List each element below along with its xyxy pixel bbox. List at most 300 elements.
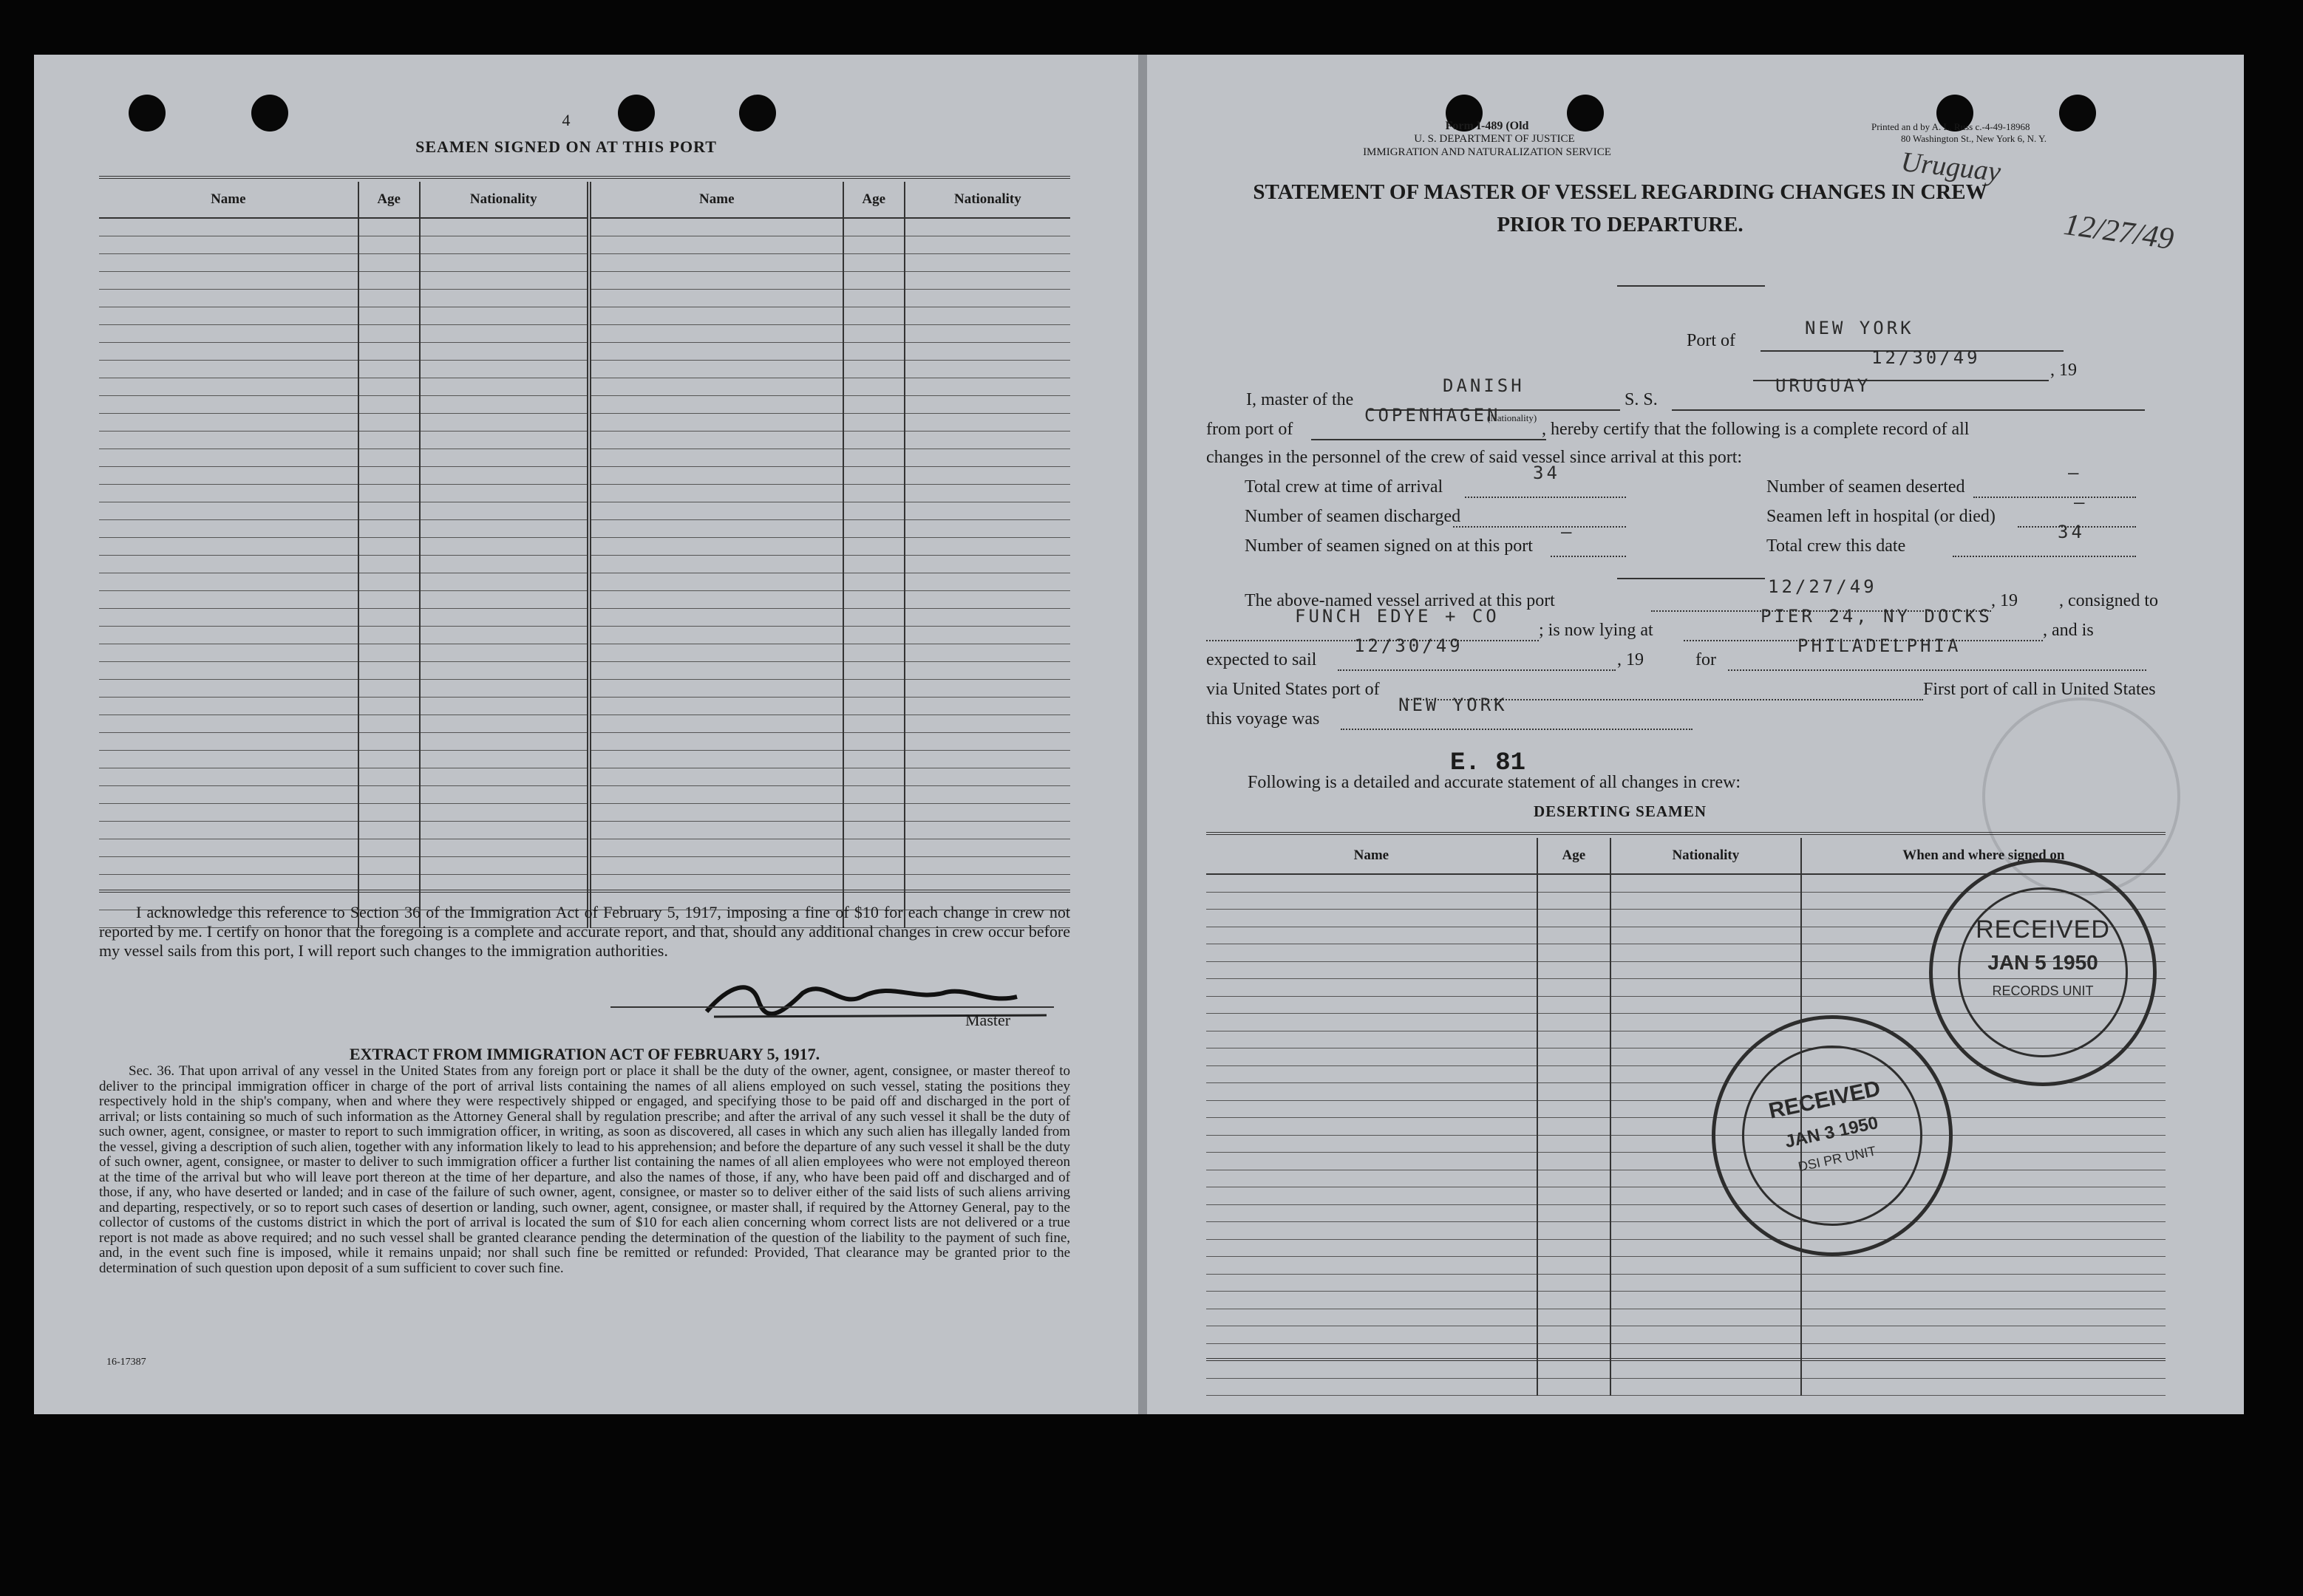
table-cell — [843, 361, 905, 378]
table-cell — [589, 627, 843, 644]
table-cell — [905, 290, 1070, 307]
title-rule — [1617, 285, 1765, 287]
table-cell — [843, 556, 905, 573]
table-cell — [843, 218, 905, 236]
expected-value: 12/30/49 — [1354, 635, 1463, 656]
table-cell — [1610, 944, 1801, 962]
table-cell — [843, 538, 905, 556]
table-cell — [905, 662, 1070, 680]
table-cell — [905, 609, 1070, 627]
table-cell — [1537, 1031, 1610, 1048]
table-cell — [589, 804, 843, 822]
table-cell — [905, 485, 1070, 502]
table-cell — [420, 609, 589, 627]
table-cell — [358, 627, 420, 644]
table-cell — [99, 361, 358, 378]
table-cell — [99, 857, 358, 875]
from-port-value: COPENHAGEN — [1364, 405, 1501, 426]
for-line — [1728, 669, 2146, 671]
right-page — [1147, 55, 2244, 1414]
table-cell — [420, 822, 589, 839]
from-port-line — [1311, 439, 1546, 440]
expected-label: expected to sail — [1206, 650, 1317, 669]
table-cell — [358, 218, 420, 236]
and-is-label: , and is — [2043, 621, 2094, 640]
table-row — [99, 236, 1070, 254]
table-cell — [1206, 944, 1537, 962]
table-cell — [99, 325, 358, 343]
table-cell — [1206, 1326, 1537, 1344]
table-cell — [358, 254, 420, 272]
table-row — [99, 361, 1070, 378]
table-cell — [358, 573, 420, 591]
table-cell — [843, 272, 905, 290]
stamp-received-date: JAN 3 1950 — [1783, 1113, 1880, 1153]
table-cell — [420, 573, 589, 591]
form-number: Form I-489 (Old — [1445, 120, 1529, 132]
table-cell — [99, 378, 358, 396]
hospital-label: Seamen left in hospital (or died) — [1766, 507, 1996, 526]
table-cell — [1610, 927, 1801, 944]
table-cell — [589, 768, 843, 786]
table-row — [99, 307, 1070, 325]
table-cell — [1537, 944, 1610, 962]
table-cell — [1610, 1378, 1801, 1396]
consigned-label: , consigned to — [2059, 591, 2158, 610]
counts-rule — [1617, 578, 1765, 579]
table-cell — [1537, 874, 1610, 892]
table-cell — [589, 857, 843, 875]
port-label: Port of — [1687, 331, 1735, 350]
table-cell — [1801, 1257, 2166, 1275]
voyage-line — [1341, 729, 1693, 730]
left-page — [34, 55, 1138, 1414]
discharged-label: Number of seamen discharged — [1245, 507, 1461, 526]
hospital-value: — — [2074, 492, 2088, 513]
table-cell — [1537, 1100, 1610, 1118]
table-cell — [589, 733, 843, 751]
table-cell — [843, 396, 905, 414]
table-row — [1206, 1083, 2166, 1101]
table-top-rule — [99, 176, 1070, 179]
table-cell — [843, 715, 905, 733]
table-row — [99, 290, 1070, 307]
deserted-label: Number of seamen deserted — [1766, 477, 1965, 497]
table-cell — [358, 768, 420, 786]
table-cell — [843, 467, 905, 485]
table-cell — [420, 715, 589, 733]
table-cell — [843, 839, 905, 857]
table-row — [99, 804, 1070, 822]
deserting-table-bottom-rule — [1206, 1358, 2166, 1361]
table-row — [99, 467, 1070, 485]
from-port-label: from port of — [1206, 420, 1293, 439]
changes-text: changes in the personnel of the crew of said vessel since arrival at this port: — [1206, 448, 1743, 467]
table-cell — [358, 556, 420, 573]
table-row — [99, 396, 1070, 414]
expected-suffix: , 19 — [1617, 650, 1644, 669]
punch-hole — [2059, 95, 2096, 132]
punch-hole — [618, 95, 655, 132]
table-cell — [99, 520, 358, 538]
table-row — [99, 520, 1070, 538]
table-cell — [99, 396, 358, 414]
table-cell — [358, 361, 420, 378]
table-cell — [358, 591, 420, 609]
table-cell — [905, 467, 1070, 485]
table-cell — [589, 786, 843, 804]
expected-line — [1338, 669, 1616, 671]
table-cell — [1801, 1326, 2166, 1344]
table-cell — [358, 680, 420, 698]
table-cell — [843, 290, 905, 307]
table-cell — [1206, 1222, 1537, 1240]
col-age: Age — [358, 182, 420, 218]
table-row — [99, 751, 1070, 768]
table-cell — [1610, 961, 1801, 979]
table-cell — [843, 432, 905, 449]
table-row — [1206, 1187, 2166, 1205]
table-cell — [905, 804, 1070, 822]
table-cell — [589, 236, 843, 254]
table-cell — [99, 751, 358, 768]
table-cell — [358, 307, 420, 325]
table-cell — [420, 698, 589, 715]
table-cell — [420, 467, 589, 485]
table-cell — [99, 343, 358, 361]
table-cell — [589, 307, 843, 325]
table-cell — [1537, 1204, 1610, 1222]
extract-text: Sec. 36. That upon arrival of any vessel in the United States from any foreign port or place it shall be the duty of the owner, agent, consignee, or master thereof to deliver to the principal immigration officer in charge of the port of arrival lists containing the names of all aliens employed on such vessel, stating the positions they respectively hold in the ship's company, when and where they were respectively shipped or engaged, and specifying those to be paid off and discharged in the port of arrival; or lists containing so much of such information as the Attorney General shall by regulation prescribe; and after the arrival of any such vessel it shall be the duty of such owner, agent, consignee, or master to report to such immigration officer, in writing, as soon as discovered, all cases in which any such alien has illegally landed from the vessel, giving a description of such alien, together with any information likely to lead to his apprehension; and before the departure of any such vessel it shall be the duty of such owner, agent, consignee, or master to deliver to such immigration officer a further list containing the names of all alien employees who were not employed thereon at the time of the arrival but who will leave port thereon at the time of her departure, and also the names of those, if any, who have been paid off and discharged and of those, if any, who have deserted or landed; and in case of the failure of such owner, agent, consignee, or master so to deliver either of the said lists of such aliens arriving and departing, respectively, or so to report such cases of desertion or landing, such owner, agent, consignee, or master shall, if required by the Attorney General, pay to the collector of customs of the customs district in which the port of arrival is located the sum of $10 for each alien concerning whom correct lists are not delivered or a true report is not made as above required; and no such vessel shall be granted clearance pending the determination of the question of the liability to the payment of such fine, and, in the event such fine is imposed, while it remains unpaid; nor shall such fine be remitted or refunded: Provided, That clearance may be granted prior to the determination of such question upon deposit of a sum sufficient to cover such fine. — [99, 1063, 1070, 1276]
table-cell — [1537, 1326, 1610, 1344]
table-cell — [358, 467, 420, 485]
table-cell — [589, 698, 843, 715]
table-cell — [99, 609, 358, 627]
table-cell — [420, 449, 589, 467]
master-label: Master — [965, 1011, 1011, 1029]
port-value: NEW YORK — [1805, 318, 1914, 338]
table-cell — [905, 432, 1070, 449]
table-cell — [99, 290, 358, 307]
table-cell — [843, 236, 905, 254]
table-cell — [1537, 1361, 1610, 1379]
table-cell — [99, 538, 358, 556]
table-cell — [420, 538, 589, 556]
signed-on-value: — — [1561, 522, 1575, 542]
handwritten-ship-name: Uruguay — [1899, 146, 2002, 188]
table-cell — [905, 591, 1070, 609]
table-cell — [843, 627, 905, 644]
table-cell — [905, 751, 1070, 768]
table-cell — [1206, 1031, 1537, 1048]
table-cell — [1206, 979, 1537, 997]
table-row — [99, 414, 1070, 432]
table-cell — [1537, 1153, 1610, 1170]
table-cell — [843, 662, 905, 680]
table-cell — [1610, 1309, 1801, 1326]
table-cell — [905, 218, 1070, 236]
table-cell — [1206, 1239, 1537, 1257]
table-cell — [358, 290, 420, 307]
arrived-label: The above-named vessel arrived at this port — [1245, 591, 1555, 610]
table-cell — [358, 698, 420, 715]
table-cell — [420, 644, 589, 662]
table-cell — [99, 485, 358, 502]
stamp-received-word: RECEIVED — [1766, 1076, 1883, 1124]
table-cell — [99, 839, 358, 857]
table-cell — [589, 573, 843, 591]
table-cell — [420, 627, 589, 644]
table-row — [99, 218, 1070, 236]
table-row — [99, 378, 1070, 396]
table-cell — [589, 715, 843, 733]
deserting-title: DESERTING SEAMEN — [1533, 802, 1707, 820]
table-cell — [1801, 1361, 2166, 1379]
table-cell — [843, 733, 905, 751]
table-row — [99, 786, 1070, 804]
table-cell — [420, 733, 589, 751]
table-cell — [358, 609, 420, 627]
table-row — [99, 591, 1070, 609]
table-cell — [589, 396, 843, 414]
table-cell — [1537, 1048, 1610, 1066]
table-cell — [1537, 1083, 1610, 1101]
master-of-label: I, master of the — [1246, 390, 1354, 409]
table-cell — [1610, 892, 1801, 910]
table-cell — [905, 396, 1070, 414]
table-cell — [843, 449, 905, 467]
table-cell — [589, 414, 843, 432]
table-cell — [905, 839, 1070, 857]
table-cell — [843, 573, 905, 591]
table-row — [99, 627, 1070, 644]
table-cell — [1801, 1274, 2166, 1292]
page-fold — [1138, 55, 1147, 1414]
table-cell — [589, 467, 843, 485]
table-cell — [589, 325, 843, 343]
table-cell — [99, 680, 358, 698]
table-cell — [420, 502, 589, 520]
table-cell — [589, 609, 843, 627]
table-cell — [843, 325, 905, 343]
table-cell — [1206, 996, 1537, 1014]
ship-value: URUGUAY — [1775, 375, 1871, 396]
table-cell — [99, 733, 358, 751]
table-cell — [358, 449, 420, 467]
master-signature — [699, 971, 1069, 1030]
table-cell — [843, 378, 905, 396]
table-cell — [1537, 1065, 1610, 1083]
punch-hole — [251, 95, 288, 132]
table-cell — [905, 680, 1070, 698]
table-cell — [905, 502, 1070, 520]
total-crew-arrival-line — [1465, 497, 1626, 498]
table-row — [99, 857, 1070, 875]
table-row — [99, 502, 1070, 520]
table-cell — [1206, 1065, 1537, 1083]
table-cell — [358, 485, 420, 502]
table-cell — [905, 556, 1070, 573]
table-cell — [589, 272, 843, 290]
table-cell — [420, 272, 589, 290]
table-cell — [589, 502, 843, 520]
department: U. S. DEPARTMENT OF JUSTICE — [1414, 133, 1575, 145]
table-cell — [905, 768, 1070, 786]
table-row — [99, 644, 1070, 662]
table-cell — [589, 662, 843, 680]
table-cell — [1537, 1378, 1610, 1396]
table-cell — [1610, 1274, 1801, 1292]
table-cell — [99, 414, 358, 432]
stamp-received-word: RECEIVED — [1976, 915, 2110, 944]
table-cell — [99, 662, 358, 680]
table-cell — [905, 236, 1070, 254]
table-cell — [358, 733, 420, 751]
table-row — [1206, 1118, 2166, 1136]
table-cell — [589, 556, 843, 573]
table-bottom-rule — [99, 890, 1070, 893]
following-text: Following is a detailed and accurate statement of all changes in crew: — [1248, 773, 1741, 792]
via-label: via United States port of — [1206, 680, 1380, 699]
table-cell — [905, 715, 1070, 733]
table-cell — [843, 520, 905, 538]
table-cell — [358, 751, 420, 768]
table-row — [1206, 1326, 2166, 1344]
table-row — [99, 839, 1070, 857]
table-cell — [1537, 996, 1610, 1014]
table-row — [99, 538, 1070, 556]
table-cell — [1206, 1153, 1537, 1170]
table-cell — [99, 432, 358, 449]
table-cell — [905, 325, 1070, 343]
table-cell — [843, 644, 905, 662]
table-cell — [420, 751, 589, 768]
date-suffix: , 19 — [2050, 361, 2077, 380]
table-cell — [905, 343, 1070, 361]
table-cell — [420, 290, 589, 307]
table-row — [1206, 1153, 2166, 1170]
table-cell — [1537, 1274, 1610, 1292]
table-cell — [358, 538, 420, 556]
table-cell — [1206, 1100, 1537, 1118]
table-cell — [358, 343, 420, 361]
table-cell — [1206, 927, 1537, 944]
table-cell — [99, 556, 358, 573]
voyage-label: this voyage was — [1206, 709, 1320, 729]
table-cell — [358, 520, 420, 538]
table-cell — [1206, 1274, 1537, 1292]
table-cell — [589, 839, 843, 857]
total-crew-this-date-label: Total crew this date — [1766, 536, 1906, 556]
ship-line — [1672, 409, 2145, 411]
table-row — [1206, 1378, 2166, 1396]
for-value: PHILADELPHIA — [1797, 635, 1962, 656]
table-row — [99, 609, 1070, 627]
table-cell — [589, 290, 843, 307]
date-value: 12/30/49 — [1871, 347, 1981, 368]
table-row — [99, 573, 1070, 591]
table-row — [1206, 1257, 2166, 1275]
table-cell — [99, 307, 358, 325]
table-row — [99, 662, 1070, 680]
table-row — [99, 343, 1070, 361]
table-cell — [1206, 1118, 1537, 1136]
seamen-signed-on-table — [99, 182, 1070, 928]
table-row — [99, 822, 1070, 839]
table-cell — [358, 822, 420, 839]
table-cell — [905, 414, 1070, 432]
table-cell — [589, 680, 843, 698]
table-cell — [1610, 1014, 1801, 1031]
nationality-caption: (Nationality) — [1487, 412, 1537, 423]
table-cell — [1206, 1361, 1537, 1379]
table-row — [1206, 1274, 2166, 1292]
signed-on-line — [1551, 556, 1626, 557]
table-cell — [843, 680, 905, 698]
table-cell — [905, 254, 1070, 272]
acknowledgement-text: I acknowledge this reference to Section 36 of the Immigration Act of February 5, 1917, imposing a fine of $10 for each change in crew not reported by me. I certify on honor that the foregoing is a complete and accurate report, and that, should any additional changes in crew occur before my vessel sails from this port, I will report such changes to the immigration authorities. — [99, 903, 1070, 960]
table-cell — [905, 378, 1070, 396]
table-cell — [358, 414, 420, 432]
table-cell — [420, 786, 589, 804]
table-cell — [843, 698, 905, 715]
table-cell — [905, 307, 1070, 325]
table-cell — [420, 520, 589, 538]
table-cell — [99, 768, 358, 786]
table-cell — [1537, 961, 1610, 979]
table-cell — [843, 786, 905, 804]
table-cell — [1537, 1222, 1610, 1240]
table-cell — [420, 378, 589, 396]
table-cell — [843, 485, 905, 502]
table-cell — [358, 804, 420, 822]
discharged-line — [1453, 526, 1626, 528]
table-cell — [1801, 1378, 2166, 1396]
service: IMMIGRATION AND NATURALIZATION SERVICE — [1363, 146, 1611, 158]
table-cell — [1206, 1135, 1537, 1153]
table-cell — [1537, 1014, 1610, 1031]
handwritten-date: 12/27/49 — [2061, 207, 2176, 257]
total-crew-arrival-label: Total crew at time of arrival — [1245, 477, 1443, 497]
received-stamp-records-unit — [1929, 859, 2157, 1086]
table-row — [99, 325, 1070, 343]
table-cell — [843, 343, 905, 361]
table-cell — [1537, 1170, 1610, 1187]
table-cell — [1206, 1309, 1537, 1326]
table-cell — [905, 698, 1070, 715]
table-row — [1206, 1239, 2166, 1257]
col-age: Age — [843, 182, 905, 218]
table-cell — [1206, 1083, 1537, 1101]
table-cell — [420, 325, 589, 343]
table-cell — [905, 573, 1070, 591]
table-cell — [589, 218, 843, 236]
table-row — [99, 254, 1070, 272]
table-row — [1206, 1292, 2166, 1309]
table-cell — [420, 556, 589, 573]
table-cell — [358, 839, 420, 857]
table-cell — [843, 857, 905, 875]
table-row — [99, 485, 1070, 502]
table-cell — [1206, 1048, 1537, 1066]
table-cell — [1537, 979, 1610, 997]
table-cell — [1610, 1257, 1801, 1275]
table-cell — [1610, 1326, 1801, 1344]
table-cell — [358, 325, 420, 343]
ss-label: S. S. — [1625, 390, 1658, 409]
table-row — [99, 680, 1070, 698]
table-cell — [99, 272, 358, 290]
